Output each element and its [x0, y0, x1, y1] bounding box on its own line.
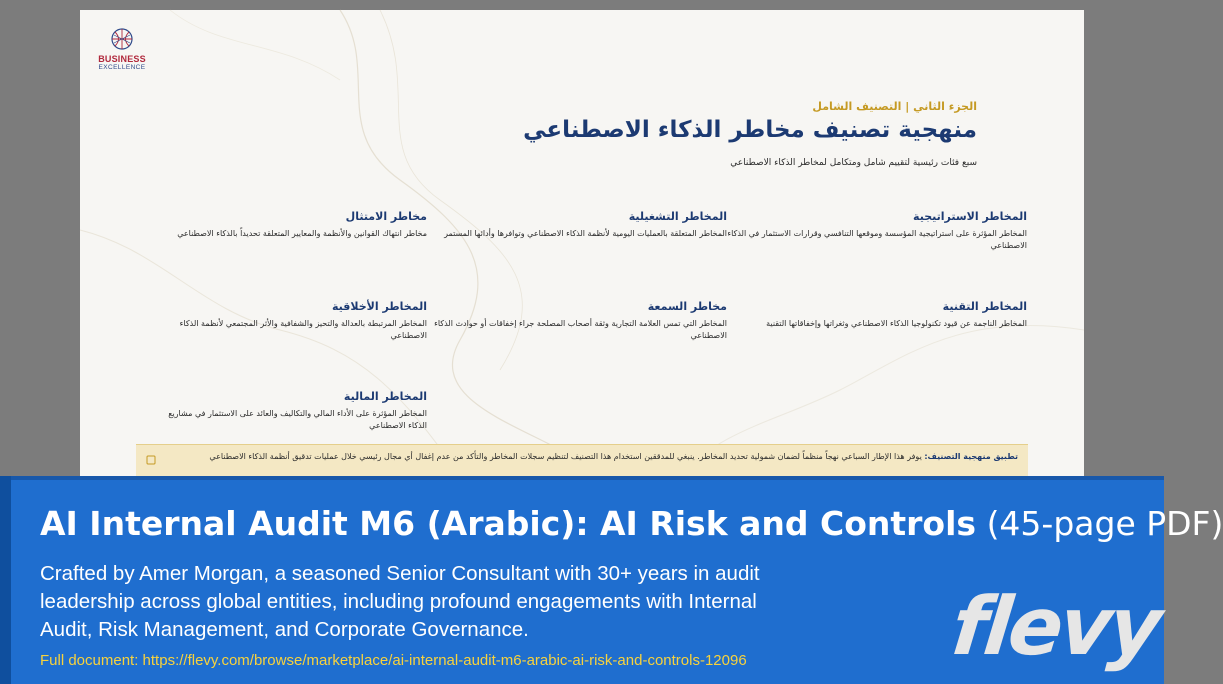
banner-title-pages: (45-page PDF)	[986, 504, 1223, 543]
document-link[interactable]: Full document: https://flevy.com/browse/marketplace/ai-internal-audit-m6-arabic-ai-risk-and-controls-12096	[40, 652, 747, 669]
category-reputation	[427, 300, 727, 341]
category-strategic	[727, 210, 1027, 251]
logo-line-2: EXCELLENCE	[98, 64, 146, 71]
methodology-note	[136, 444, 1028, 476]
flevy-wordmark: flevy	[947, 580, 1164, 673]
note-label: تطبيق منهجية التصنيف:	[924, 452, 1018, 461]
category-financial	[152, 390, 427, 431]
page-title: منهجية تصنيف مخاطر الذكاء الاصطناعي	[523, 117, 977, 143]
banner-description: Crafted by Amer Morgan, a seasoned Senior Consultant with 30+ years in audit leadership across global entities, including profound engagements with Internal Audit, Risk Management, and Corporate Governance.	[40, 562, 760, 641]
category-description: المخاطر المرتبطة بالعدالة والتحيز والشفافية والأثر المجتمعي لأنظمة الذكاء الاصطناعي	[179, 319, 427, 340]
category-title: المخاطر الأخلاقية	[332, 300, 427, 313]
business-excellence-logo	[94, 26, 150, 72]
category-title: المخاطر التشغيلية	[628, 210, 727, 223]
category-title: المخاطر المالية	[343, 390, 427, 403]
category-technical	[727, 300, 1027, 330]
category-title: مخاطر الامتثال	[345, 210, 427, 223]
category-ethical	[152, 300, 427, 341]
category-title: المخاطر الاستراتيجية	[913, 210, 1027, 223]
category-description: المخاطر التي تمس العلامة التجارية وثقة أصحاب المصلحة جراء إخفاقات أو حوادث الذكاء الاصطناعي	[434, 319, 727, 340]
banner-title	[40, 503, 1223, 545]
banner-left-edge	[0, 476, 11, 684]
category-description: مخاطر انتهاك القوانين والأنظمة والمعايير المتعلقة تحديداً بالذكاء الاصطناعي	[177, 229, 427, 238]
flevy-logo	[947, 576, 1164, 673]
category-description: المخاطر المؤثرة على الأداء المالي والتكاليف والعائد على الاستثمار في مشاريع الذكاء الاصطناعي	[168, 409, 427, 430]
product-banner	[0, 476, 1223, 684]
category-description: المخاطر المتعلقة بالعمليات اليومية لأنظمة الذكاء الاصطناعي وتوافرها وأدائها المستمر	[444, 229, 727, 238]
category-title: مخاطر السمعة	[647, 300, 727, 313]
document-slide	[80, 10, 1084, 476]
banner-top-line	[0, 476, 1164, 480]
category-compliance	[152, 210, 427, 240]
logo-line-1: BUSINESS	[98, 54, 146, 64]
banner-title-main: AI Internal Audit M6 (Arabic): AI Risk and Controls	[40, 504, 977, 543]
category-operational	[427, 210, 727, 240]
note-text	[168, 451, 1018, 463]
note-body: يوفر هذا الإطار السباعي نهجاً منظماً لضمان شمولية تحديد المخاطر. ينبغي للمدققين استخدام هذا التصنيف لتنظيم سجلات المخاطر والتأكد من عدم إغفال أي مجال رئيسي خلال عمليات تدقيق أنظمة الذكاء الاصطناعي	[209, 452, 922, 461]
page-subtitle: سبع فئات رئيسية لتقييم شامل ومتكامل لمخاطر الذكاء الاصطناعي	[730, 158, 977, 168]
section-kicker: الجزء الثاني | التصنيف الشامل	[812, 100, 977, 113]
category-description: المخاطر الناجمة عن قيود تكنولوجيا الذكاء الاصطناعي وثغراتها وإخفاقاتها التقنية	[766, 319, 1027, 328]
globe-logo-icon	[108, 26, 136, 52]
note-icon	[146, 455, 156, 465]
category-description: المخاطر المؤثرة على استراتيجية المؤسسة وموقعها التنافسي وقرارات الاستثمار في الذكاء الاصطناعي	[727, 229, 1027, 250]
category-title: المخاطر التقنية	[942, 300, 1027, 313]
